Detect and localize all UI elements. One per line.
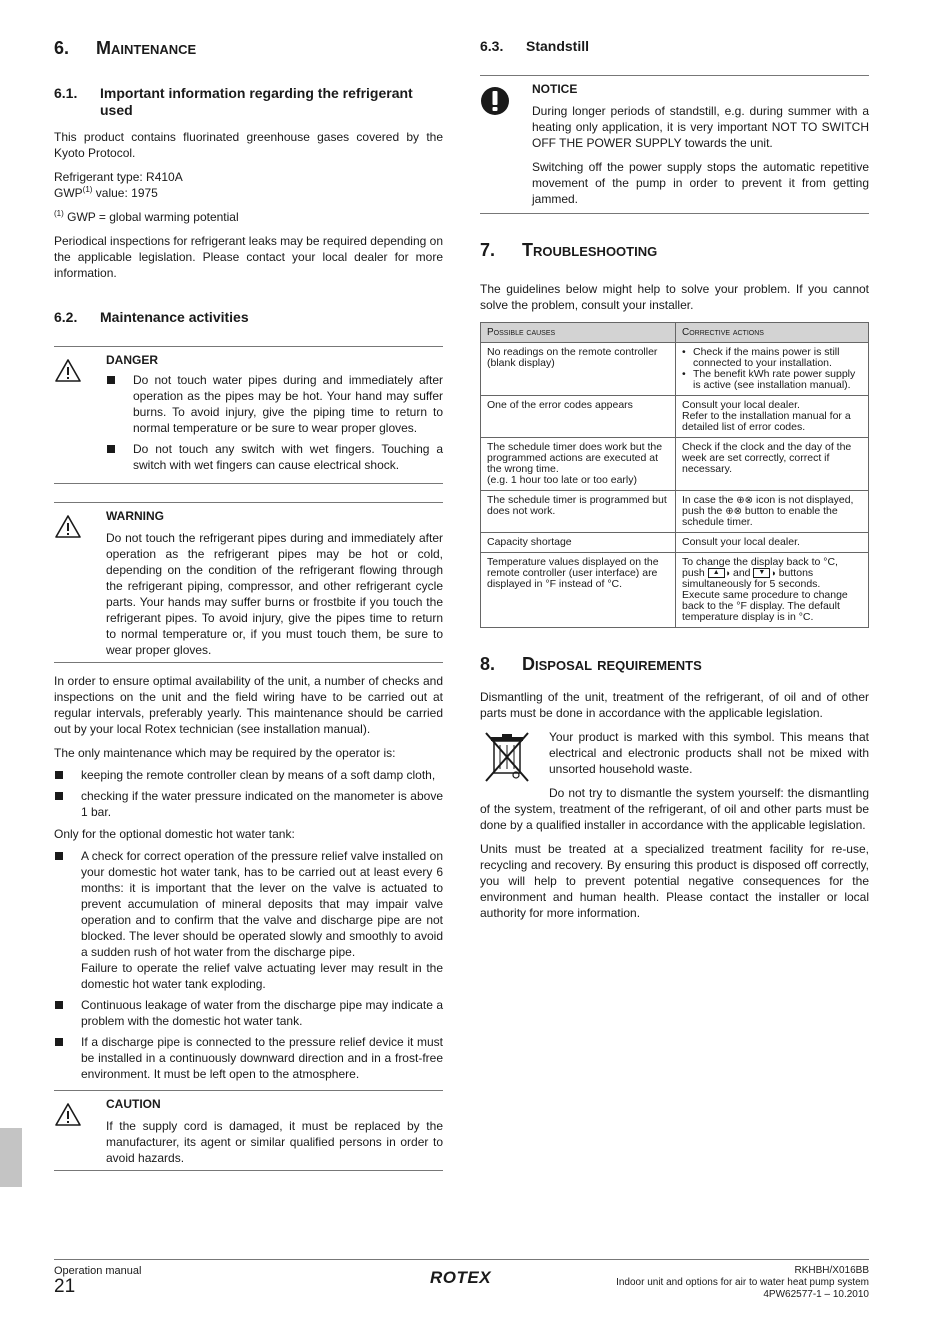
section-title: Maintenance activities: [100, 309, 249, 325]
table-cell: Temperature values displayed on the remote controller (user interface) are displayed in °F instead of °C.: [481, 553, 676, 628]
footer-doc-number: 4PW62577-1 – 10.2010: [763, 1289, 869, 1300]
left-column: [54, 38, 443, 1185]
table-cell: [676, 396, 869, 438]
list-item: Continuous leakage of water from the discharge pipe may indicate a problem with the domestic hot water tank.: [54, 997, 443, 1029]
notice-text: During longer periods of standstill, e.g. during summer with a heating only application, it is very important NOT TO SWITCH OFF THE POWER SUPPLY towards the unit.: [532, 104, 869, 150]
up-button-icon: ▲: [708, 568, 725, 578]
list-item: checking if the water pressure indicated on the manometer is above 1 bar.: [54, 788, 443, 820]
cell-text: To change the display back to °C, push: [682, 556, 838, 579]
operator-list: [54, 767, 443, 820]
warning-box: [54, 502, 443, 663]
table-cell: One of the error codes appears: [481, 396, 676, 438]
table-cell: Check if the clock and the day of the week are set correctly, correct if necessary.: [676, 438, 869, 491]
footer-right: [616, 1265, 869, 1301]
paragraph: In order to ensure optimal availability of the unit, a number of checks and inspections on the unit and the field wiring have to be carried out at regular intervals, preferably yearly. This maintenance should be carried out by your local Rotex technician (see installation manual).: [54, 674, 443, 736]
refrigerant-info: [54, 169, 443, 201]
gwp-value: value: 1975: [92, 186, 158, 200]
warning-triangle-icon: [54, 509, 106, 658]
section-6-2-heading: [54, 309, 443, 326]
footer-model: RKHBH/X016BB: [794, 1265, 869, 1276]
cell-text: icon is not displayed, push the: [682, 494, 854, 517]
table-row: [481, 491, 869, 533]
section-title: Standstill: [526, 38, 590, 54]
schedule-timer-icon: ⊕⊗: [736, 495, 754, 506]
section-6-3-heading: [480, 38, 869, 55]
paragraph: [480, 785, 869, 833]
side-tab: [0, 1128, 22, 1187]
paragraph-text: Do not try to dismantle the system yourself: the dismantling of the system, treatment of the refrigerant, of oil and other parts must be done by a qualified installer in accordance with the applicable legislation.: [480, 786, 869, 832]
cell-text: Refer to the installation manual for a detailed list of error codes.: [682, 410, 851, 433]
section-number: 6.2.: [54, 309, 78, 325]
list-item-text: A check for correct operation of the pressure relief valve installed on your domestic hot water tank, has to be carried out at least every 6 months: it is important that the lever on the valve is actuated to prevent accumulation of mineral deposits that may impair valve operation and to confirm that the valve and discharge pipe are not blocked. The lever should be operated slowly and smoothly to avoid a sudden rush of hot water from the discharge pipe.: [81, 849, 443, 959]
section-number: 8.: [480, 654, 496, 674]
bullet-text: Check if the mains power is still connected to your installation.: [693, 346, 840, 369]
section-number: 6.3.: [480, 38, 504, 54]
caution-body: [106, 1097, 443, 1166]
caution-text: If the supply cord is damaged, it must be replaced by the manufacturer, its agent or similar qualified persons in order to avoid hazards.: [106, 1119, 443, 1165]
danger-body: [106, 353, 443, 479]
exclamation-icon: [480, 82, 532, 209]
troubleshooting-table: [480, 322, 869, 628]
table-cell: Capacity shortage: [481, 533, 676, 553]
warning-title: WARNING: [106, 509, 164, 523]
table-cell: [676, 553, 869, 628]
temperature-icon: ◑: [724, 568, 731, 578]
cell-text: Consult your local dealer.: [682, 399, 800, 411]
tank-list: [54, 848, 443, 1082]
section-title: Maintenance: [96, 38, 197, 58]
down-button-icon: ▼: [753, 568, 770, 578]
table-cell: [676, 491, 869, 533]
cell-text: The schedule timer does work but the programmed actions are executed at the wrong time.: [487, 441, 663, 475]
list-item: keeping the remote controller clean by means of a soft damp cloth,: [54, 767, 443, 783]
cell-text: and: [730, 567, 754, 579]
cell-text: Execute same procedure to change back to the °F display. The default temperature display is in °C.: [682, 589, 848, 623]
table-cell: The schedule timer is programmed but does not work.: [481, 491, 676, 533]
bullet-item: • Check if the mains power is still connected to your installation.: [682, 347, 862, 369]
section-number: 7.: [480, 240, 496, 260]
weee-block: [480, 729, 869, 833]
bullet-item: • The benefit kWh rate power supply is active (see installation manual).: [682, 369, 862, 391]
caution-box: [54, 1090, 443, 1171]
list-item-text: Failure to operate the relief valve actuating lever may result in the domestic hot water tank exploding.: [81, 961, 443, 991]
footer-description: Indoor unit and options for air to water heat pump system: [616, 1277, 869, 1288]
column-header-causes: Possible causes: [481, 323, 676, 343]
paragraph: Only for the optional domestic hot water tank:: [54, 827, 295, 841]
table-row: [481, 533, 869, 553]
list-item: [54, 848, 443, 992]
warning-text: Do not touch the refrigerant pipes during and immediately after operation as the refrigerant pipes may be hot or cold, depending on the condition of the refrigerant flowing through the refrigerant piping, compressor, and other refrigerant cycle parts. Your hands may suffer burns or frostbite if you touch the refrigerant pipes. To avoid injury, give the pipes time to return to normal temperature or, if you must touch them, be sure to wear proper gloves.: [106, 531, 443, 657]
footnote-ref: (1): [82, 185, 93, 194]
notice-body: [532, 82, 869, 209]
section-6-heading: [54, 38, 443, 59]
section-title: Important information regarding the refrigerant used: [100, 85, 413, 118]
table-cell: Consult your local dealer.: [676, 533, 869, 553]
schedule-timer-icon: ⊕⊗: [725, 506, 742, 517]
list-item: Do not touch any switch with wet fingers. Touching a switch with wet fingers can cause electrical shock.: [106, 441, 443, 473]
section-8-heading: [480, 654, 869, 675]
notice-text: Switching off the power supply stops the automatic repetitive movement of the pump in order to prevent it from getting jammed.: [532, 160, 869, 206]
paragraph: This product contains fluorinated greenhouse gases covered by the Kyoto Protocol.: [54, 130, 443, 160]
footer-doc-type: Operation manual: [54, 1265, 142, 1277]
warning-triangle-icon: [54, 353, 106, 479]
section-number: 6.1.: [54, 85, 78, 101]
danger-list: [106, 372, 443, 473]
temperature-icon: ◑: [770, 568, 776, 578]
danger-box: [54, 346, 443, 484]
table-row: [481, 438, 869, 491]
paragraph: Periodical inspections for refrigerant leaks may be required depending on the applicable legislation. Please contact your local dealer for more information.: [54, 234, 443, 280]
notice-box: [480, 75, 869, 214]
cell-text: button to enable the schedule timer.: [682, 505, 838, 528]
cell-text: buttons simultaneously for 5 seconds.: [682, 567, 821, 590]
section-7-heading: [480, 240, 869, 261]
paragraph: Dismantling of the unit, treatment of the refrigerant, of oil and of other parts must be done in accordance with the applicable legislation.: [480, 690, 869, 720]
footnote: [54, 209, 443, 225]
crossed-bin-icon: [480, 731, 534, 783]
cell-text: In case the: [682, 494, 737, 506]
table-cell: [676, 343, 869, 396]
paragraph: Your product is marked with this symbol. This means that electrical and electronic products shall not be mixed with unsorted household waste.: [549, 730, 869, 776]
table-cell: No readings on the remote controller (blank display): [481, 343, 676, 396]
section-6-1-heading: [54, 85, 443, 119]
list-item: If a discharge pipe is connected to the pressure relief device it must be installed in a continuously downward direction and in a frost-free environment. It must be left open to the atmosphere.: [54, 1034, 443, 1082]
page-footer: [54, 1259, 869, 1300]
footnote-mark: (1): [54, 209, 64, 218]
warning-body: [106, 509, 443, 658]
cell-text: (e.g. 1 hour too late or too early): [487, 474, 637, 486]
table-row: [481, 343, 869, 396]
page-number: 21: [54, 1276, 76, 1297]
column-header-actions: Corrective actions: [676, 323, 869, 343]
paragraph: The only maintenance which may be required by the operator is:: [54, 746, 396, 760]
footnote-text: GWP = global warming potential: [63, 210, 239, 224]
warning-triangle-icon: [54, 1097, 106, 1166]
paragraph: The guidelines below might help to solve your problem. If you cannot solve the problem, consult your installer.: [480, 282, 869, 312]
caution-title: CAUTION: [106, 1097, 161, 1111]
bullet-text: The benefit kWh rate power supply is active (see installation manual).: [693, 368, 856, 391]
right-column: [480, 38, 869, 929]
gwp-label: GWP: [54, 186, 83, 200]
rotex-logo: ROTEX: [430, 1268, 492, 1287]
section-number: 6.: [54, 38, 70, 58]
list-item: Do not touch water pipes during and immediately after operation as the pipes may be hot. Your hand may suffer burns. To avoid injury, give the piping time to return to normal temperature or be sure to wear proper gloves.: [106, 372, 443, 436]
danger-title: DANGER: [106, 353, 159, 367]
table-row: [481, 553, 869, 628]
paragraph: Units must be treated at a specialized treatment facility for re-use, recycling and recovery. By ensuring this product is disposed off correctly, you will help to prevent potential negative consequences for the environment and human health. Please contact the installer or local authority for more information.: [480, 842, 869, 920]
section-title: Troubleshooting: [522, 240, 658, 260]
section-title: Disposal requirements: [522, 654, 702, 674]
table-header-row: [481, 323, 869, 343]
notice-title: NOTICE: [532, 82, 578, 96]
table-cell: [481, 438, 676, 491]
refrigerant-type: Refrigerant type: R410A: [54, 170, 183, 184]
table-row: [481, 396, 869, 438]
